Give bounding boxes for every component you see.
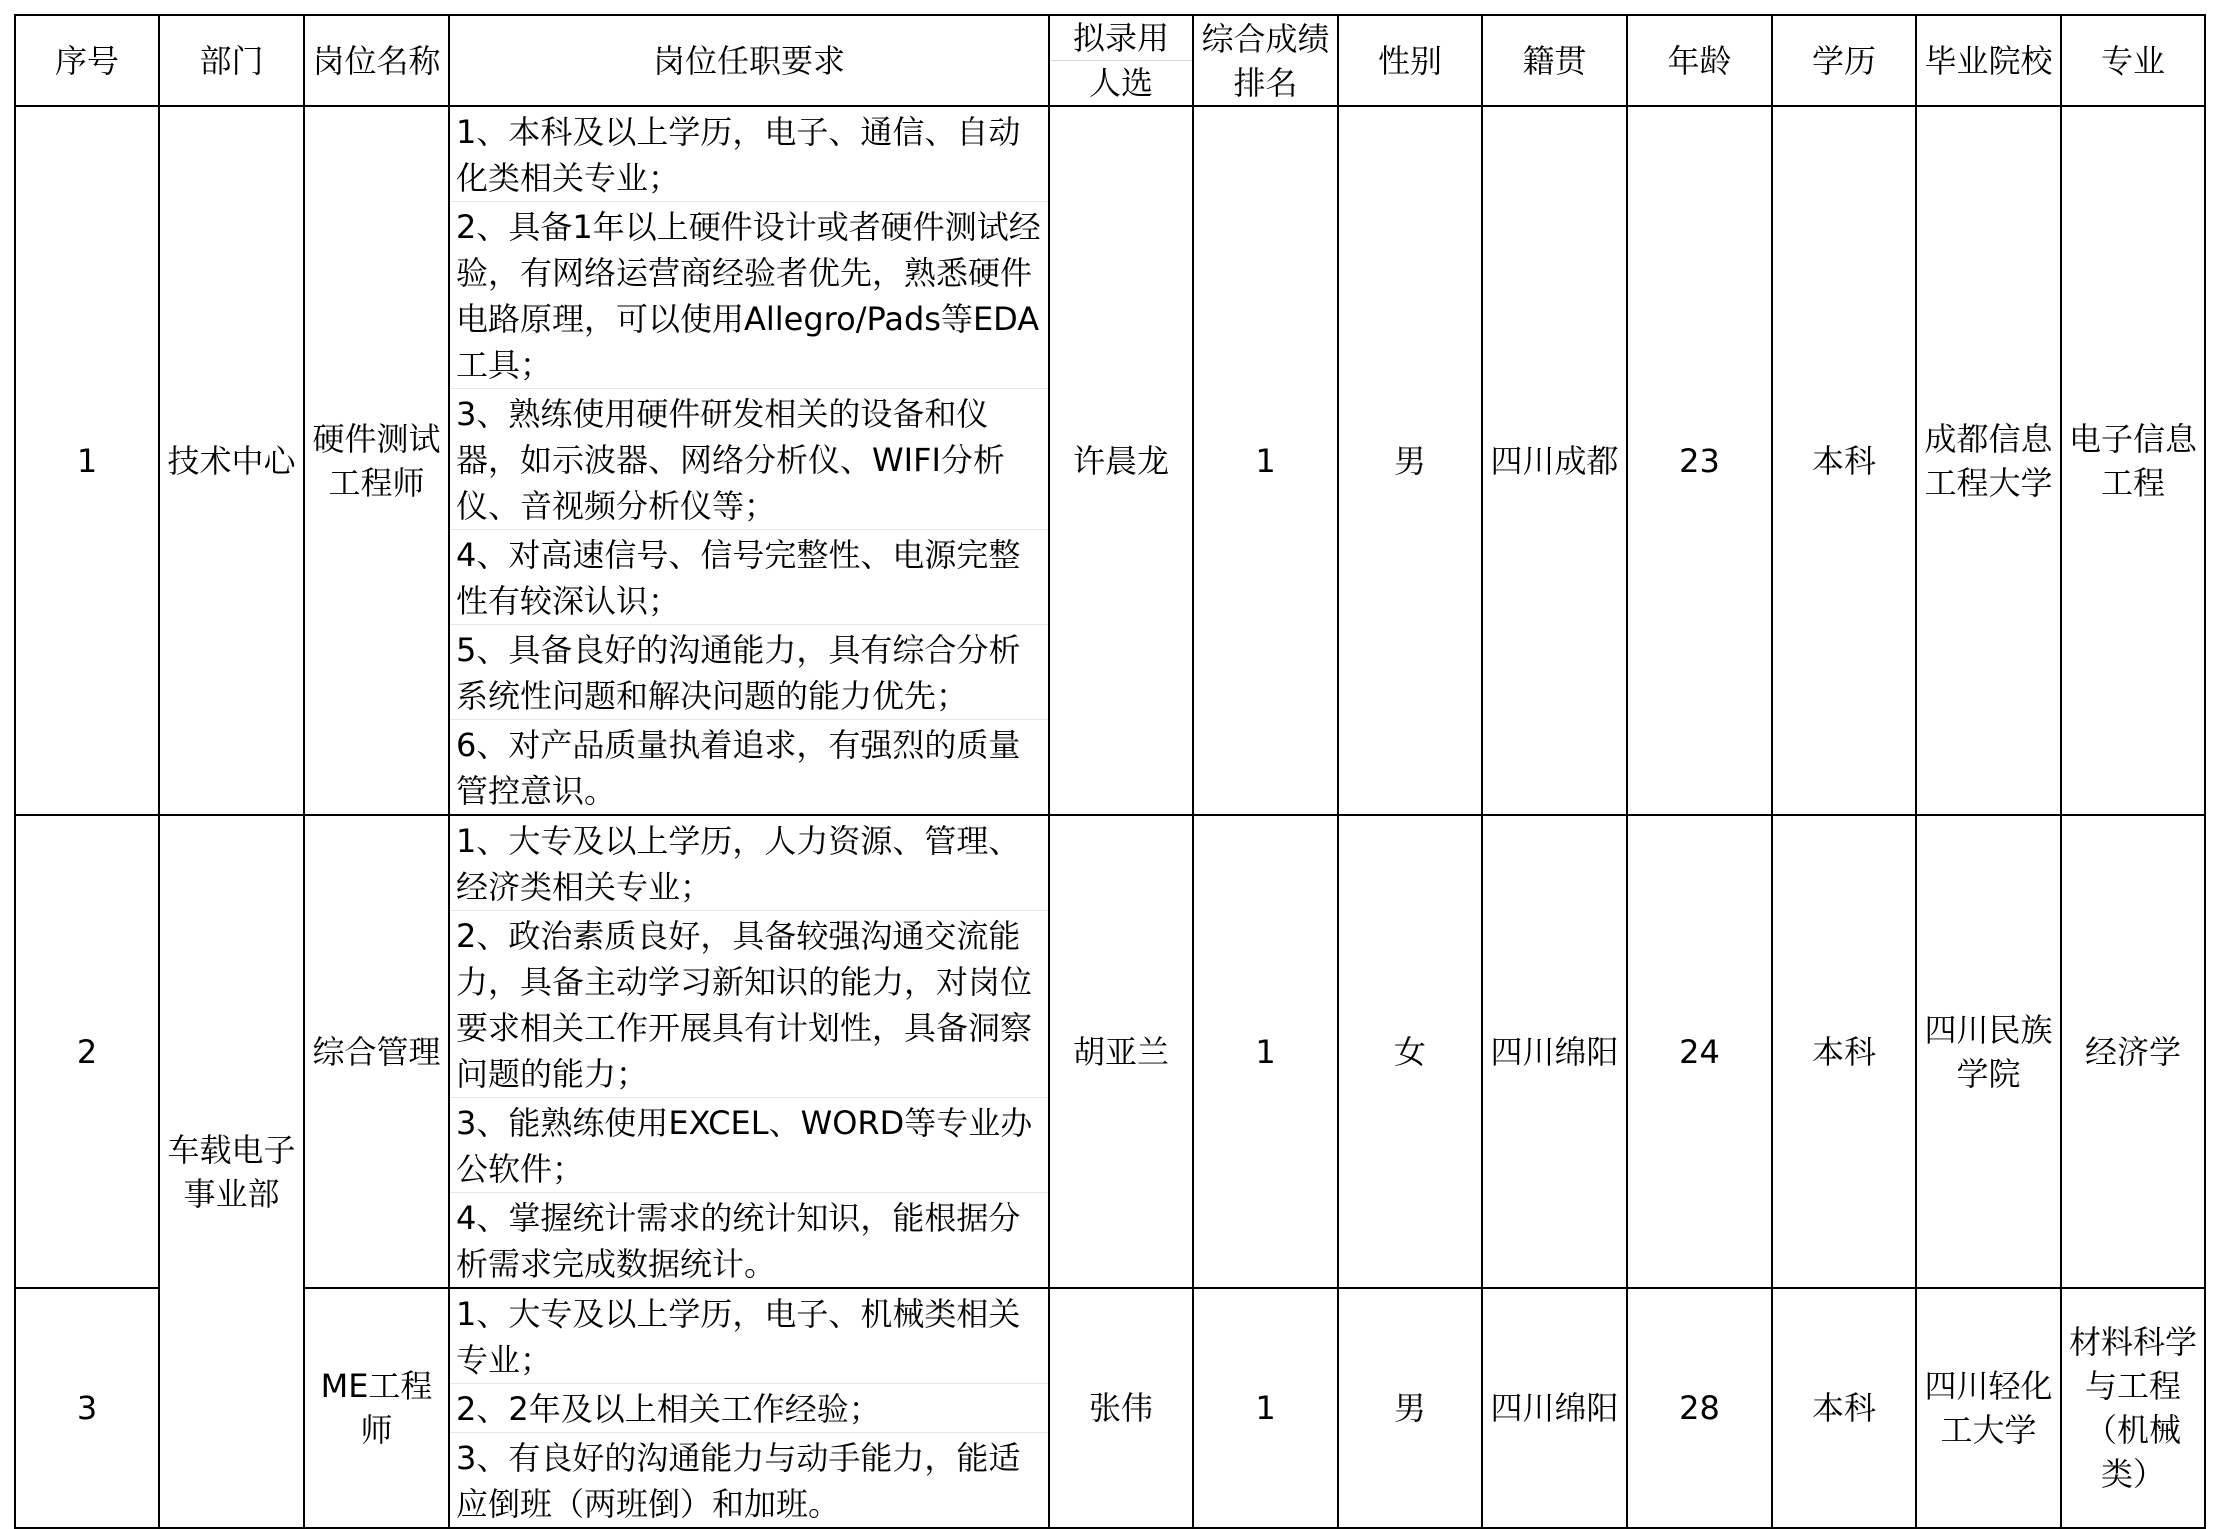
cell-rank: 1 (1193, 106, 1338, 815)
header-candidate (1049, 15, 1193, 106)
requirement-item: 2、政治素质良好，具备较强沟通交流能力，具备主动学习新知识的能力，对岗位要求相关工作开展具有计划性，具备洞察问题的能力； (450, 911, 1048, 1098)
cell-position: ME工程师 (304, 1288, 449, 1528)
cell-seq: 1 (15, 106, 159, 815)
cell-position: 硬件测试工程师 (304, 106, 449, 815)
requirement-item: 2、2年及以上相关工作经验； (450, 1384, 1048, 1433)
cell-origin: 四川成都 (1482, 106, 1627, 815)
cell-requirements (449, 815, 1049, 1288)
header-origin: 籍贯 (1482, 15, 1627, 106)
requirement-item: 3、熟练使用硬件研发相关的设备和仪器，如示波器、网络分析仪、WIFI分析仪、音视频分析仪等； (450, 389, 1048, 530)
cell-school: 四川民族学院 (1916, 815, 2061, 1288)
cell-rank: 1 (1193, 815, 1338, 1288)
cell-education: 本科 (1772, 1288, 1916, 1528)
cell-gender: 男 (1338, 106, 1482, 815)
cell-origin: 四川绵阳 (1482, 1288, 1627, 1528)
header-row (15, 15, 2205, 106)
cell-school: 四川轻化工大学 (1916, 1288, 2061, 1528)
header-seq: 序号 (15, 15, 159, 106)
cell-requirements (449, 1288, 1049, 1528)
requirement-item: 3、有良好的沟通能力与动手能力，能适应倒班（两班倒）和加班。 (456, 1439, 1021, 1523)
header-gender: 性别 (1338, 15, 1482, 106)
header-major: 专业 (2061, 15, 2205, 106)
requirement-item: 1、本科及以上学历，电子、通信、自动化类相关专业； (450, 107, 1048, 202)
table-row (15, 1288, 2205, 1528)
requirement-item: 3、能熟练使用EXCEL、WORD等专业办公软件； (450, 1098, 1048, 1193)
cell-origin: 四川绵阳 (1482, 815, 1627, 1288)
cell-rank: 1 (1193, 1288, 1338, 1528)
cell-age: 23 (1627, 106, 1772, 815)
cell-major: 电子信息工程 (2061, 106, 2205, 815)
cell-education: 本科 (1772, 815, 1916, 1288)
cell-requirements (449, 106, 1049, 815)
requirement-item: 4、对高速信号、信号完整性、电源完整性有较深认识； (450, 530, 1048, 625)
cell-major: 经济学 (2061, 815, 2205, 1288)
header-candidate-line1: 拟录用 (1050, 16, 1192, 61)
cell-education: 本科 (1772, 106, 1916, 815)
cell-gender: 男 (1338, 1288, 1482, 1528)
header-rank: 综合成绩排名 (1193, 15, 1338, 106)
table-row (15, 815, 2205, 1288)
cell-position: 综合管理 (304, 815, 449, 1288)
header-position: 岗位名称 (304, 15, 449, 106)
header-requirements: 岗位任职要求 (449, 15, 1049, 106)
requirement-item: 2、具备1年以上硬件设计或者硬件测试经验，有网络运营商经验者优先，熟悉硬件电路原理，可以使用Allegro/Pads等EDA工具； (450, 202, 1048, 389)
requirement-item: 4、掌握统计需求的统计知识，能根据分析需求完成数据统计。 (456, 1199, 1021, 1283)
cell-seq: 3 (15, 1288, 159, 1528)
cell-gender: 女 (1338, 815, 1482, 1288)
header-dept: 部门 (159, 15, 304, 106)
header-education: 学历 (1772, 15, 1916, 106)
requirement-item: 1、大专及以上学历，电子、机械类相关专业； (450, 1289, 1048, 1384)
cell-age: 28 (1627, 1288, 1772, 1528)
cell-major: 材料科学与工程（机械类） (2061, 1288, 2205, 1528)
cell-school: 成都信息工程大学 (1916, 106, 2061, 815)
table-row (15, 106, 2205, 815)
requirement-item: 1、大专及以上学历，人力资源、管理、经济类相关专业； (450, 816, 1048, 911)
cell-dept: 车载电子事业部 (159, 815, 304, 1528)
recruitment-table (14, 14, 2206, 1529)
cell-age: 24 (1627, 815, 1772, 1288)
cell-candidate: 张伟 (1049, 1288, 1193, 1528)
cell-candidate: 许晨龙 (1049, 106, 1193, 815)
cell-candidate: 胡亚兰 (1049, 815, 1193, 1288)
requirement-item: 5、具备良好的沟通能力，具有综合分析系统性问题和解决问题的能力优先； (450, 625, 1048, 720)
cell-dept: 技术中心 (159, 106, 304, 815)
cell-seq: 2 (15, 815, 159, 1288)
header-school: 毕业院校 (1916, 15, 2061, 106)
requirement-item: 6、对产品质量执着追求，有强烈的质量管控意识。 (456, 726, 1021, 810)
header-candidate-line2: 人选 (1088, 64, 1153, 102)
header-age: 年龄 (1627, 15, 1772, 106)
